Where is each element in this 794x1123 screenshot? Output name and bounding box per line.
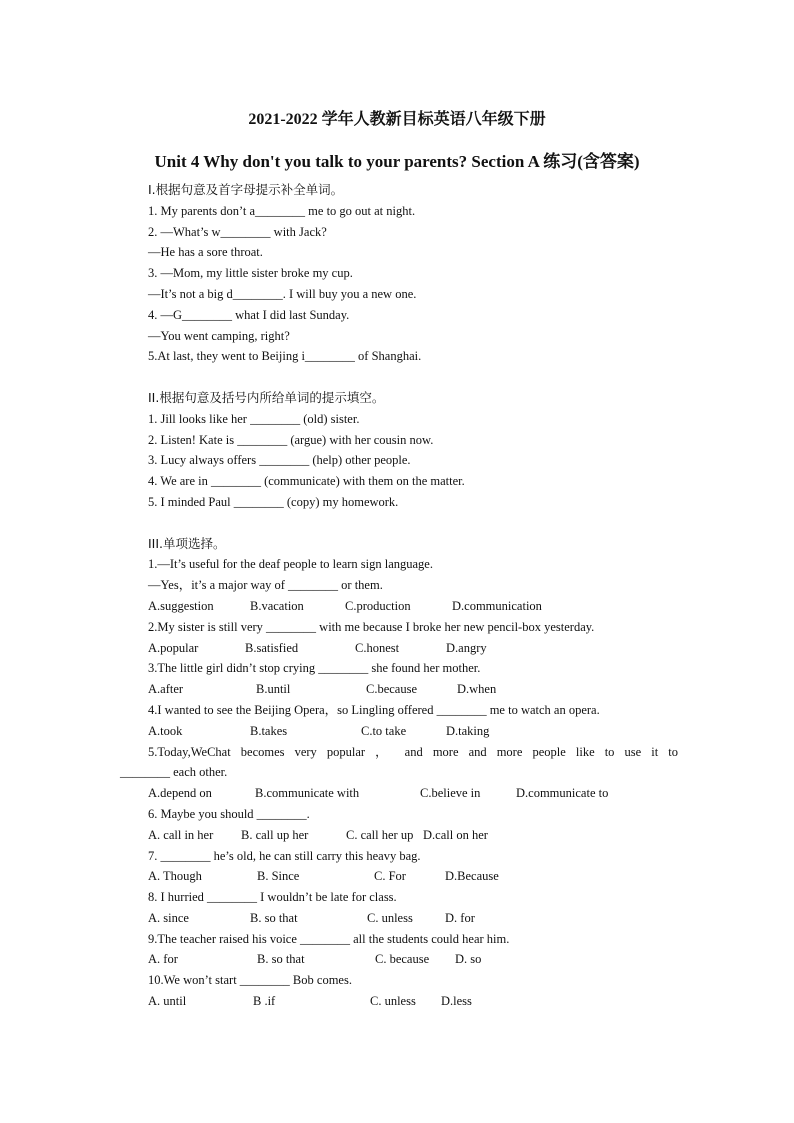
section-1-line: —It’s not a big d________. I will buy you a new one.	[148, 286, 417, 301]
options-row	[148, 949, 678, 970]
option-d: D.angry	[446, 640, 487, 655]
options-row	[148, 991, 678, 1012]
section-1-line: 2. —What’s w________ with Jack?	[148, 224, 327, 239]
option-c: C. because	[375, 952, 430, 967]
option-c: C. call her up	[346, 827, 414, 842]
section-2-heading: II.根据句意及括号内所给单词的提示填空。	[148, 389, 385, 405]
question-stem: —Yes，it’s a major way of ________ or them.	[148, 578, 383, 593]
option-d: D. so	[455, 952, 482, 967]
option-c: C. For	[374, 869, 406, 884]
section-1-heading: I.根据句意及首字母提示补全单词。	[148, 182, 344, 197]
worksheet-body	[120, 180, 678, 1012]
options-row	[148, 866, 678, 887]
option-b: B.satisfied	[245, 640, 299, 655]
option-b: B. so that	[257, 952, 305, 967]
option-a: A. since	[148, 910, 189, 925]
option-a: A. until	[148, 994, 187, 1009]
option-d: D. for	[445, 910, 475, 925]
option-b: B.communicate with	[255, 786, 360, 801]
question-stem: 10.We won’t start ________ Bob comes.	[148, 973, 352, 988]
section-2-line: 5. I minded Paul ________ (copy) my homework.	[148, 494, 399, 509]
document-title: 2021-2022 学年人教新目标英语八年级下册	[248, 111, 546, 128]
option-b: B.takes	[250, 723, 288, 738]
spacer	[148, 367, 678, 388]
section-2-line: 2. Listen! Kate is ________ (argue) with her cousin now.	[148, 432, 434, 447]
question-stem: 7. ________ he’s old, he can still carry this heavy bag.	[148, 848, 421, 863]
section-1-line: 5.At last, they went to Beijing i________ of Shanghai.	[148, 349, 422, 364]
option-c: C.production	[345, 598, 411, 613]
option-c: C.honest	[355, 640, 400, 655]
options-row	[148, 638, 678, 659]
spacer	[148, 513, 678, 534]
question-stem: 4.I wanted to see the Beijing Opera，so Lingling offered ________ me to watch an opera.	[148, 702, 600, 717]
question-stem: ________ each other.	[120, 765, 228, 780]
option-d: D.communicate to	[516, 786, 609, 801]
question-stem: 6. Maybe you should ________.	[148, 806, 310, 821]
options-row	[148, 721, 678, 742]
option-a: A. call in her	[148, 827, 214, 842]
option-a: A.took	[148, 723, 183, 738]
option-c: C.to take	[361, 723, 407, 738]
section-2-line: 3. Lucy always offers ________ (help) other people.	[148, 453, 411, 468]
option-b: B .if	[253, 994, 276, 1009]
option-c: C.believe in	[420, 786, 481, 801]
option-c: C. unless	[367, 910, 413, 925]
section-1-line: —You went camping, right?	[148, 328, 290, 343]
option-a: A. Though	[148, 869, 202, 884]
option-d: D.taking	[446, 723, 490, 738]
option-b: B.until	[256, 682, 291, 697]
options-row	[148, 825, 678, 846]
question-stem: 8. I hurried ________ I wouldn’t be late for class.	[148, 890, 397, 905]
option-d: D.when	[457, 682, 497, 697]
option-a: A.after	[148, 682, 184, 697]
option-b: B. so that	[250, 910, 298, 925]
question-stem: 9.The teacher raised his voice ________ all the students could hear him.	[148, 931, 510, 946]
section-1-line: 1. My parents don’t a________ me to go out at night.	[148, 203, 416, 218]
question-stem: 1.—It’s useful for the deaf people to learn sign language.	[148, 557, 433, 572]
option-c: C. unless	[370, 994, 416, 1009]
option-d: D.call on her	[423, 827, 488, 842]
section-2-line: 4. We are in ________ (communicate) with them on the matter.	[148, 474, 465, 489]
section-1-line: —He has a sore throat.	[148, 245, 263, 260]
option-d: D.communication	[452, 598, 542, 613]
options-row	[148, 783, 678, 804]
option-b: B. call up her	[241, 827, 309, 842]
option-a: A.suggestion	[148, 598, 214, 613]
section-2-line: 1. Jill looks like her ________ (old) sister.	[148, 411, 360, 426]
options-row	[148, 908, 678, 929]
section-1-line: 4. —G________ what I did last Sunday.	[148, 307, 350, 322]
options-row	[148, 596, 678, 617]
question-stem: 3.The little girl didn’t stop crying ________ she found her mother.	[148, 661, 481, 676]
question-stem: 2.My sister is still very ________ with me because I broke her new pencil-box yesterday.	[148, 619, 595, 634]
option-a: A. for	[148, 952, 178, 967]
option-d: D.less	[441, 994, 472, 1009]
document-subtitle: Unit 4 Why don't you talk to your parents? Section A 练习(含答案)	[154, 152, 640, 171]
option-b: B.vacation	[250, 598, 304, 613]
option-b: B. Since	[257, 869, 300, 884]
section-1-line: 3. —Mom, my little sister broke my cup.	[148, 266, 353, 281]
option-a: A.popular	[148, 640, 199, 655]
option-a: A.depend on	[148, 786, 212, 801]
option-d: D.Because	[445, 869, 499, 884]
question-stem: 5.Today,WeChat becomes very popular ， and more and more people like to use it to	[148, 744, 678, 759]
options-row	[148, 679, 678, 700]
section-3-heading: III.单项选择。	[148, 535, 226, 551]
option-c: C.because	[366, 682, 418, 697]
